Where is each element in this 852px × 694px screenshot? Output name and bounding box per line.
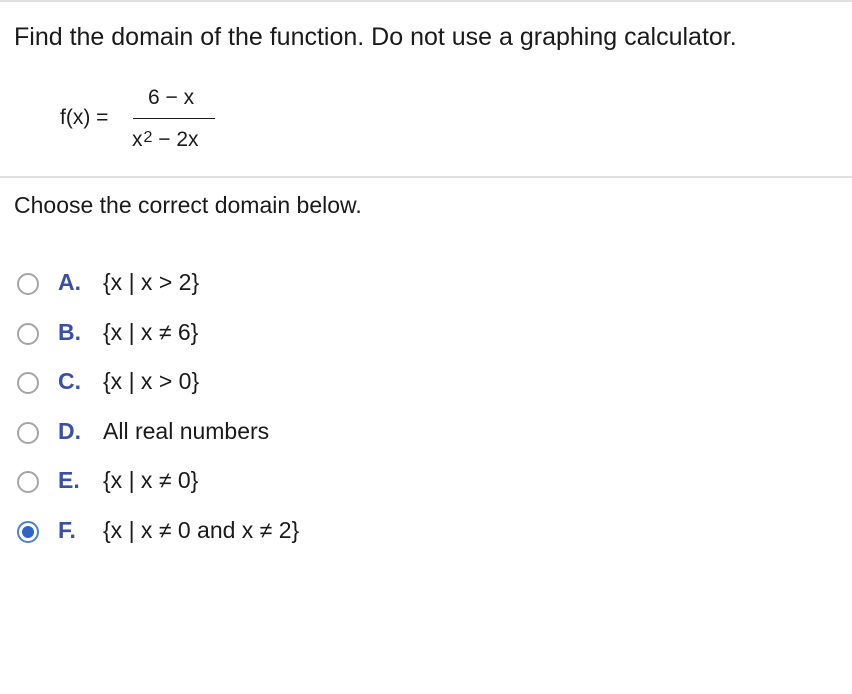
denominator-rest: − 2x xyxy=(152,128,199,151)
radio-d-icon[interactable] xyxy=(17,422,39,444)
radio-e-icon[interactable] xyxy=(17,471,39,493)
option-f-text: {x | x ≠ 0 and x ≠ 2} xyxy=(103,516,300,543)
option-b-letter: B. xyxy=(58,318,81,345)
option-b-text: {x | x ≠ 6} xyxy=(103,318,199,345)
option-c-letter: C. xyxy=(58,368,81,394)
function-expression xyxy=(60,84,240,164)
denominator-exponent: 2 xyxy=(143,129,153,146)
radio-f-icon[interactable] xyxy=(17,521,39,543)
denominator-base: x xyxy=(132,128,143,151)
option-d[interactable] xyxy=(17,411,517,461)
option-a[interactable] xyxy=(17,262,517,312)
option-f[interactable] xyxy=(17,510,517,560)
option-d-text: All real numbers xyxy=(103,417,270,444)
option-c-text: {x | x > 0} xyxy=(103,368,200,394)
option-c[interactable] xyxy=(17,361,517,411)
section-divider xyxy=(0,176,852,178)
fraction-bar xyxy=(133,118,215,119)
radio-b-icon[interactable] xyxy=(17,323,39,345)
question-text: Find the domain of the function. Do not use a graphing calculator. xyxy=(14,23,737,51)
choice-prompt: Choose the correct domain below. xyxy=(14,192,362,218)
top-divider xyxy=(0,0,852,2)
option-e-letter: E. xyxy=(58,467,80,493)
function-lhs: f(x) = xyxy=(60,106,109,129)
fraction-numerator: 6 − x xyxy=(148,86,195,109)
answer-options xyxy=(17,262,517,559)
option-a-letter: A. xyxy=(58,269,81,295)
option-b[interactable] xyxy=(17,312,517,362)
option-a-text: {x | x > 2} xyxy=(103,269,200,295)
option-d-letter: D. xyxy=(58,417,81,444)
option-f-letter: F. xyxy=(58,516,76,543)
radio-a-icon[interactable] xyxy=(17,273,39,295)
option-e-text: {x | x ≠ 0} xyxy=(103,467,199,493)
fraction-denominator xyxy=(132,128,199,152)
option-e[interactable] xyxy=(17,460,517,510)
radio-c-icon[interactable] xyxy=(17,372,39,394)
